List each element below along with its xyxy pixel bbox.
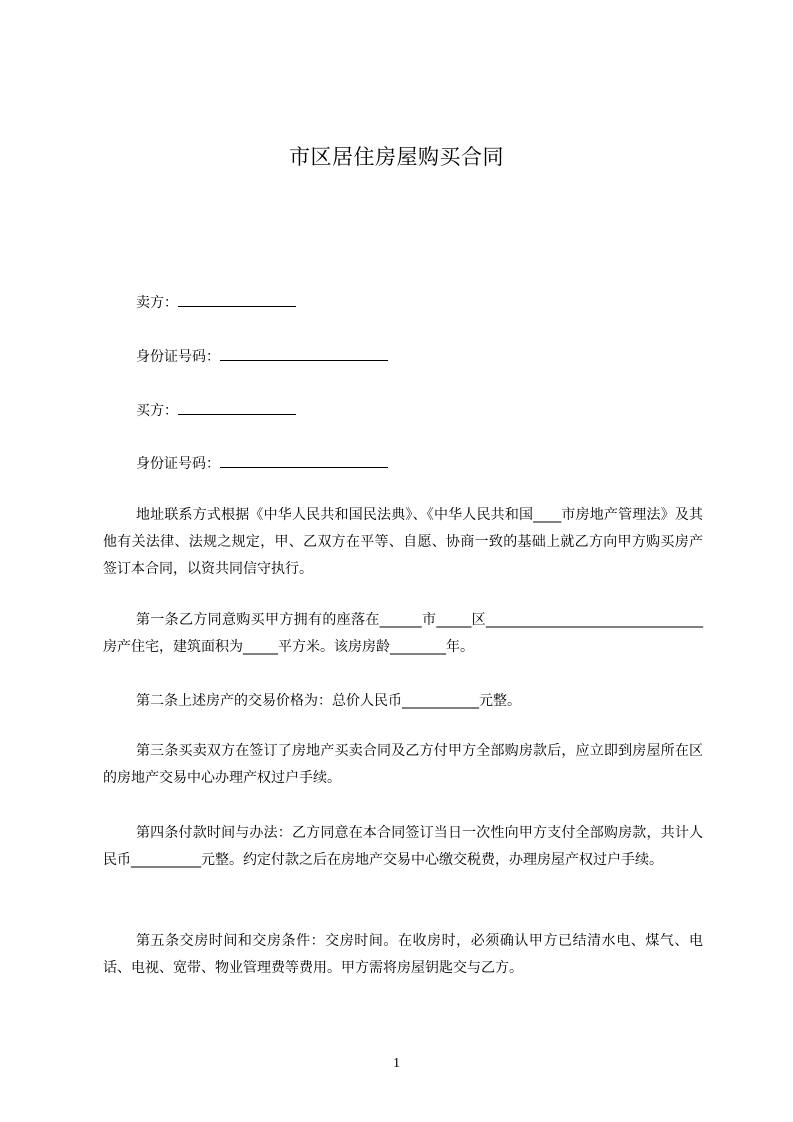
buyer-blank (178, 400, 296, 415)
seller-label: 卖方： (136, 295, 178, 311)
buyer-id-field (136, 453, 388, 473)
intro-paragraph: 地址联系方式根据《中华人民共和国民法典》、《中华人民共和国____市房地产管理法》及其他有关法律、法规之规定，甲、乙双方在平等、自愿、协商一致的基础上就乙方向甲方购买房产签订本合同，以资共同信守执行。 (103, 507, 703, 577)
document-title: 市区居住房屋购买合同 (289, 145, 504, 169)
page-number: 1 (393, 1056, 400, 1071)
buyer-field (136, 400, 296, 420)
seller-id-blank (220, 346, 388, 361)
seller-id-field (136, 346, 388, 366)
article-4: 第四条付款时间与办法：乙方同意在本合同签订当日一次性向甲方支付全部购房款，共计人民币__________元整。约定付款之后在房地产交易中心缴交税费，办理房屋产权过户手续。 (103, 825, 703, 868)
article-2: 第二条上述房产的交易价格为：总价人民币___________元整。 (136, 693, 521, 709)
buyer-id-label: 身份证号码： (136, 456, 220, 472)
seller-field (136, 292, 296, 312)
seller-id-label: 身份证号码： (136, 349, 220, 365)
buyer-label: 买方： (136, 403, 178, 419)
article-3: 第三条买卖双方在签订了房地产买卖合同及乙方付甲方全部购房款后，应立即到房屋所在区的房地产交易中心办理产权过户手续。 (103, 743, 703, 786)
buyer-id-blank (220, 453, 388, 468)
seller-blank (178, 292, 296, 307)
article-5: 第五条交房时间和交房条件：交房时间。在收房时，必须确认甲方已结清水电、煤气、电话、电视、宽带、物业管理费等费用。甲方需将房屋钥匙交与乙方。 (103, 933, 703, 976)
article-1: 第一条乙方同意购买甲方拥有的座落在______市_____区_______________________________房产住宅，建筑面积为_____平方米。该房房龄________年。 (103, 612, 703, 655)
